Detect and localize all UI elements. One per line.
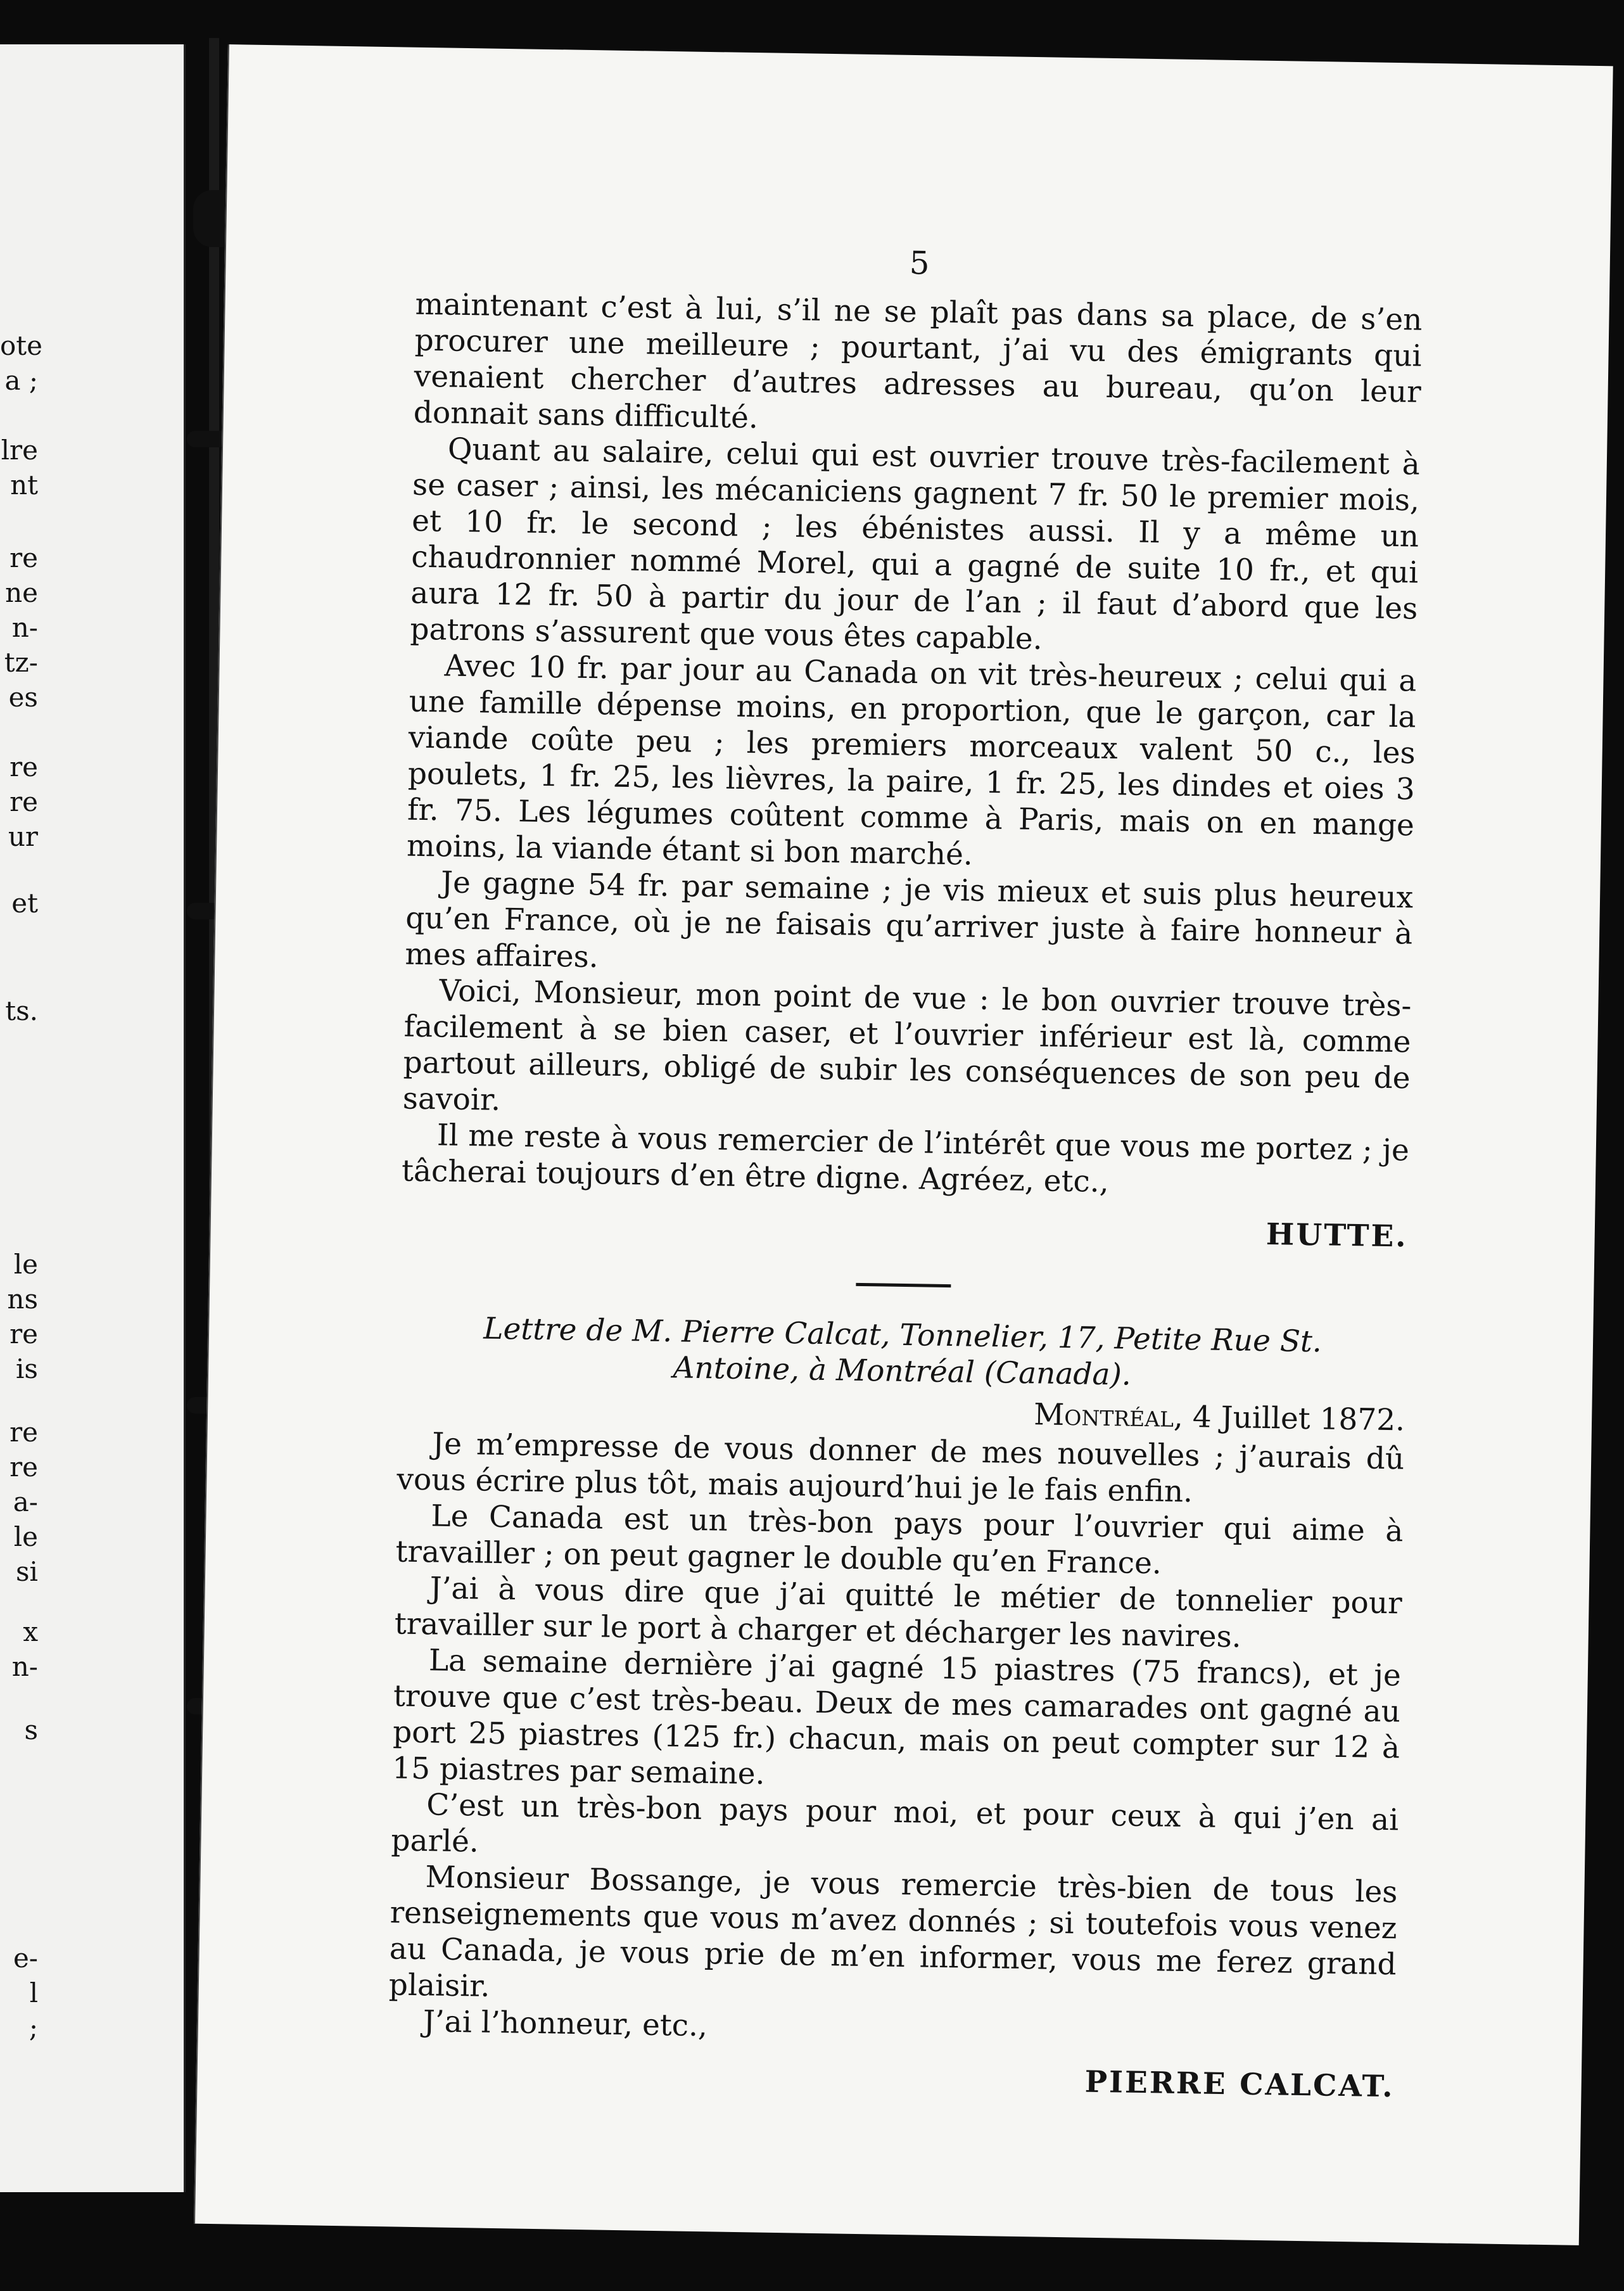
- paragraph: J’ai l’honneur, etc.,: [422, 2004, 708, 2044]
- left-page-text-fragment: es: [8, 682, 38, 713]
- left-page-text-fragment: nt: [10, 469, 38, 501]
- paragraph: C’est un très-bon pays pour moi, et pour ceux à qui j’en ai parlé.: [391, 1787, 1399, 1860]
- paragraph: Le Canada est un très-bon pays pour l’ouvrier qui aime à travailler ; on peut gagner le double qu’en France.: [395, 1498, 1404, 1581]
- left-page-text-fragment: is: [16, 1353, 38, 1384]
- page-content: [387, 238, 1423, 2105]
- paragraph: Je gagne 54 fr. par semaine ; je vis mieux et suis plus heureux qu’en France, où je ne faisais qu’arriver juste à faire honneur à mes affaires.: [405, 865, 1414, 975]
- page: [194, 44, 1613, 2245]
- left-page-text-fragment: ns: [7, 1284, 38, 1315]
- left-page-text-fragment: ote: [0, 330, 43, 361]
- left-page-text-fragment: ne: [5, 577, 38, 608]
- left-page-text-fragment: x: [23, 1616, 38, 1647]
- paragraph: maintenant c’est à lui, s’il ne se plaît pas dans sa place, de s’en procurer une meilleure ; pourtant, j’ai vu des émigrants qui venaient chercher d’autres adresses au bureau, qu’on leur donnait sans difficulté.: [413, 286, 1423, 436]
- left-page-text-fragment: n-: [11, 1651, 38, 1682]
- left-page-text-fragment: re: [10, 1318, 38, 1350]
- paragraph: Monsieur Bossange, je vous remercie très-bien de tous les renseignements que vous m’avez donnés ; si toutefois vous venez au Canada, je vous prie de m’en informer, vous me ferez grand plaisir.: [388, 1860, 1398, 2004]
- paragraph: Voici, Monsieur, mon point de vue : le bon ouvrier trouve très-facilement à se bien caser, et l’ouvrier inférieur est là, comme partout ailleurs, obligé de subir les conséquences de son peu de savoir.: [402, 973, 1412, 1118]
- paragraph: J’ai à vous dire que j’ai quitté le métier de tonnelier pour travailler sur le port à charger et décharger les navires.: [394, 1571, 1403, 1655]
- section-divider: [856, 1283, 951, 1287]
- left-page-edge: [0, 44, 186, 2192]
- left-page-text-fragment: ur: [8, 821, 38, 852]
- left-page-text-fragment: e-: [13, 1943, 38, 1974]
- left-page-text-fragment: re: [10, 1452, 38, 1483]
- left-page-text-fragment: s: [24, 1714, 38, 1745]
- paragraph: Je m’empresse de vous donner de mes nouvelles ; j’aurais dû vous écrire plus tôt, mais aujourd’hui je le fais enfin.: [396, 1426, 1405, 1510]
- signature: PIERRE CALCAT.: [1084, 2064, 1395, 2105]
- paragraph: Il me reste à vous remercier de l’intérêt que vous me portez ; je tâcherai toujours d’en être digne. Agréez, etc.,: [401, 1118, 1410, 1200]
- left-page-text-fragment: ;: [29, 2012, 38, 2043]
- paragraph: Quant au salaire, celui qui est ouvrier trouve très-facilement à se caser ; ainsi, les mécaniciens gagnent 7 fr. 50 le premier mois, et 10 fr. le second ; les ébénistes aussi. Il y a même un chaudronnier nommé Morel, qui a gagné de suite 10 fr., et qui aura 12 fr. 50 à partir du jour de l’an ; il faut d’abord que les patrons s’assurent que vous êtes capable.: [410, 431, 1421, 657]
- date: 4 Juillet 1872.: [1192, 1400, 1405, 1438]
- left-page-text-fragment: si: [16, 1556, 38, 1587]
- letter-heading: Lettre de M. Pierre Calcat, Tonnelier, 17, Petite Rue St. Antoine, à Montréal (Canada).: [483, 1311, 1323, 1393]
- left-page-text-fragment: re: [10, 751, 38, 782]
- left-page-text-fragment: lre: [1, 435, 38, 466]
- signature: HUTTE.: [1266, 1216, 1409, 1254]
- left-page-text-fragment: l: [29, 1977, 38, 2008]
- left-page-text-fragment: le: [13, 1249, 38, 1280]
- left-page-text-fragment: re: [10, 1417, 38, 1448]
- paragraph: Avec 10 fr. par jour au Canada on vit très-heureux ; celui qui a une famille dépense moins, en proportion, que le garçon, car la viande coûte peu ; les premiers morceaux valent 50 c., les poulets, 1 fr. 25, les lièvres, la paire, 1 fr. 25, les dindes et oies 3 fr. 75. Les légumes coûtent comme à Paris, mais on en mange moins, la viande étant si bon marché.: [406, 648, 1417, 872]
- left-page-text-fragment: re: [10, 542, 38, 573]
- left-page-text-fragment: et: [11, 888, 38, 919]
- left-page-text-fragment: a-: [13, 1486, 38, 1517]
- left-page-text-fragment: n-: [11, 612, 38, 643]
- left-page-text-fragment: re: [10, 786, 38, 817]
- page-number: 5: [909, 244, 930, 282]
- left-page-text-fragment: le: [13, 1521, 38, 1552]
- date-place: Montréal,: [1033, 1397, 1184, 1434]
- left-page-text-fragment: ts.: [5, 995, 38, 1026]
- paragraph: La semaine dernière j’ai gagné 15 piastres (75 francs), et je trouve que c’est très-beau. Deux de mes camarades ont gagné au port 25 piastres (125 fr.) chacun, mais on peut compter sur 12 à 15 piastres par semaine.: [391, 1643, 1402, 1792]
- left-page-text-fragment: a ;: [4, 365, 38, 396]
- left-page-text-fragment: tz-: [4, 647, 38, 678]
